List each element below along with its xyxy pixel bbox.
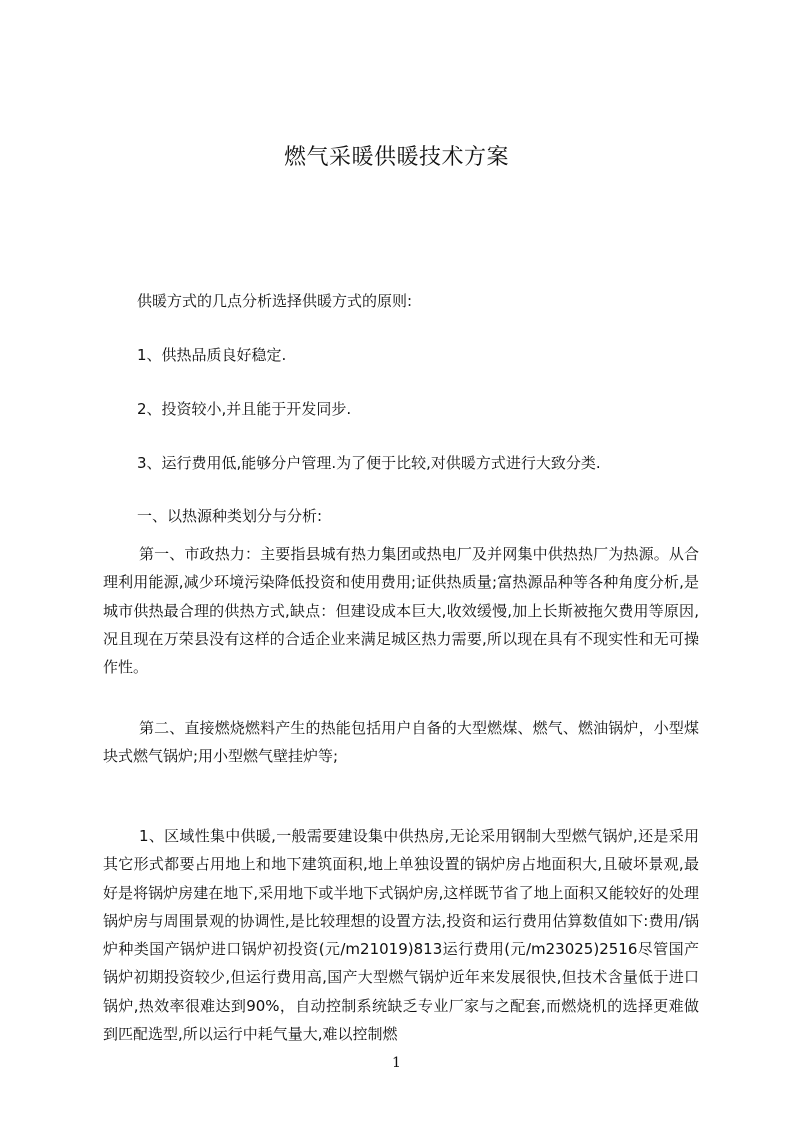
principle-item-1: 1、供热品质良好稳定. — [137, 346, 287, 364]
document-title: 燃气采暖供暖技术方案 — [283, 145, 509, 170]
principle-item-3: 3、运行费用低,能够分户管理.为了便于比较,对供暖方式进行大致分类. — [137, 454, 601, 472]
section-heading: 一、以热源种类划分与分析: — [137, 507, 323, 525]
paragraph-municipal-heating: 第一、市政热力：主要指县城有热力集团或热电厂及并网集中供热热厂为热源。从合理利用能源,减少环境污染降低投资和使用费用;证供热质量;富热源品种等各种角度分析,是城市供热最合理的供热方式,缺点：但建设成本巨大,收效缓慢,加上长斯被拖欠费用等原因,况且现在万荣县没有这样的合适企业来满足城区热力需要,所以现在具有不现实性和无可操作性。 — [103, 545, 699, 677]
page-number: 1 — [392, 1055, 401, 1071]
paragraph-direct-combustion: 第二、直接燃烧燃料产生的热能包括用户自备的大型燃煤、燃气、燃油锅炉，小型煤块式燃气锅炉;用小型燃气壁挂炉等; — [103, 719, 699, 766]
paragraph-regional-heating: 1、区域性集中供暖,一般需要建设集中供热房,无论采用钢制大型燃气锅炉,还是采用其它形式都要占用地上和地下建筑面积,地上单独设置的锅炉房占地面积大,且破坏景观,最好是将锅炉房建在地下,采用地下或半地下式锅炉房,这样既节省了地上面积又能较好的处理锅炉房与周围景观的协调性,是比较理想的设置方法,投资和运行费用估算数值如下:费用/锅炉种类国产锅炉进口锅炉初投资(元/m21019)813运行费用(元/m23025)2516尽管国产锅炉初期投资较少,但运行费用高,国产大型燃气锅炉近年来发展很快,但技术含量低于进口锅炉,热效率很难达到90%，自动控制系统缺乏专业厂家与之配套,而燃烧机的选择更难做到匹配选型,所以运行中耗气量大,难以控制燃 — [103, 827, 699, 1044]
principle-item-2: 2、投资较小,并且能于开发同步. — [137, 400, 352, 418]
intro-line: 供暖方式的几点分析选择供暖方式的原则: — [137, 292, 413, 310]
